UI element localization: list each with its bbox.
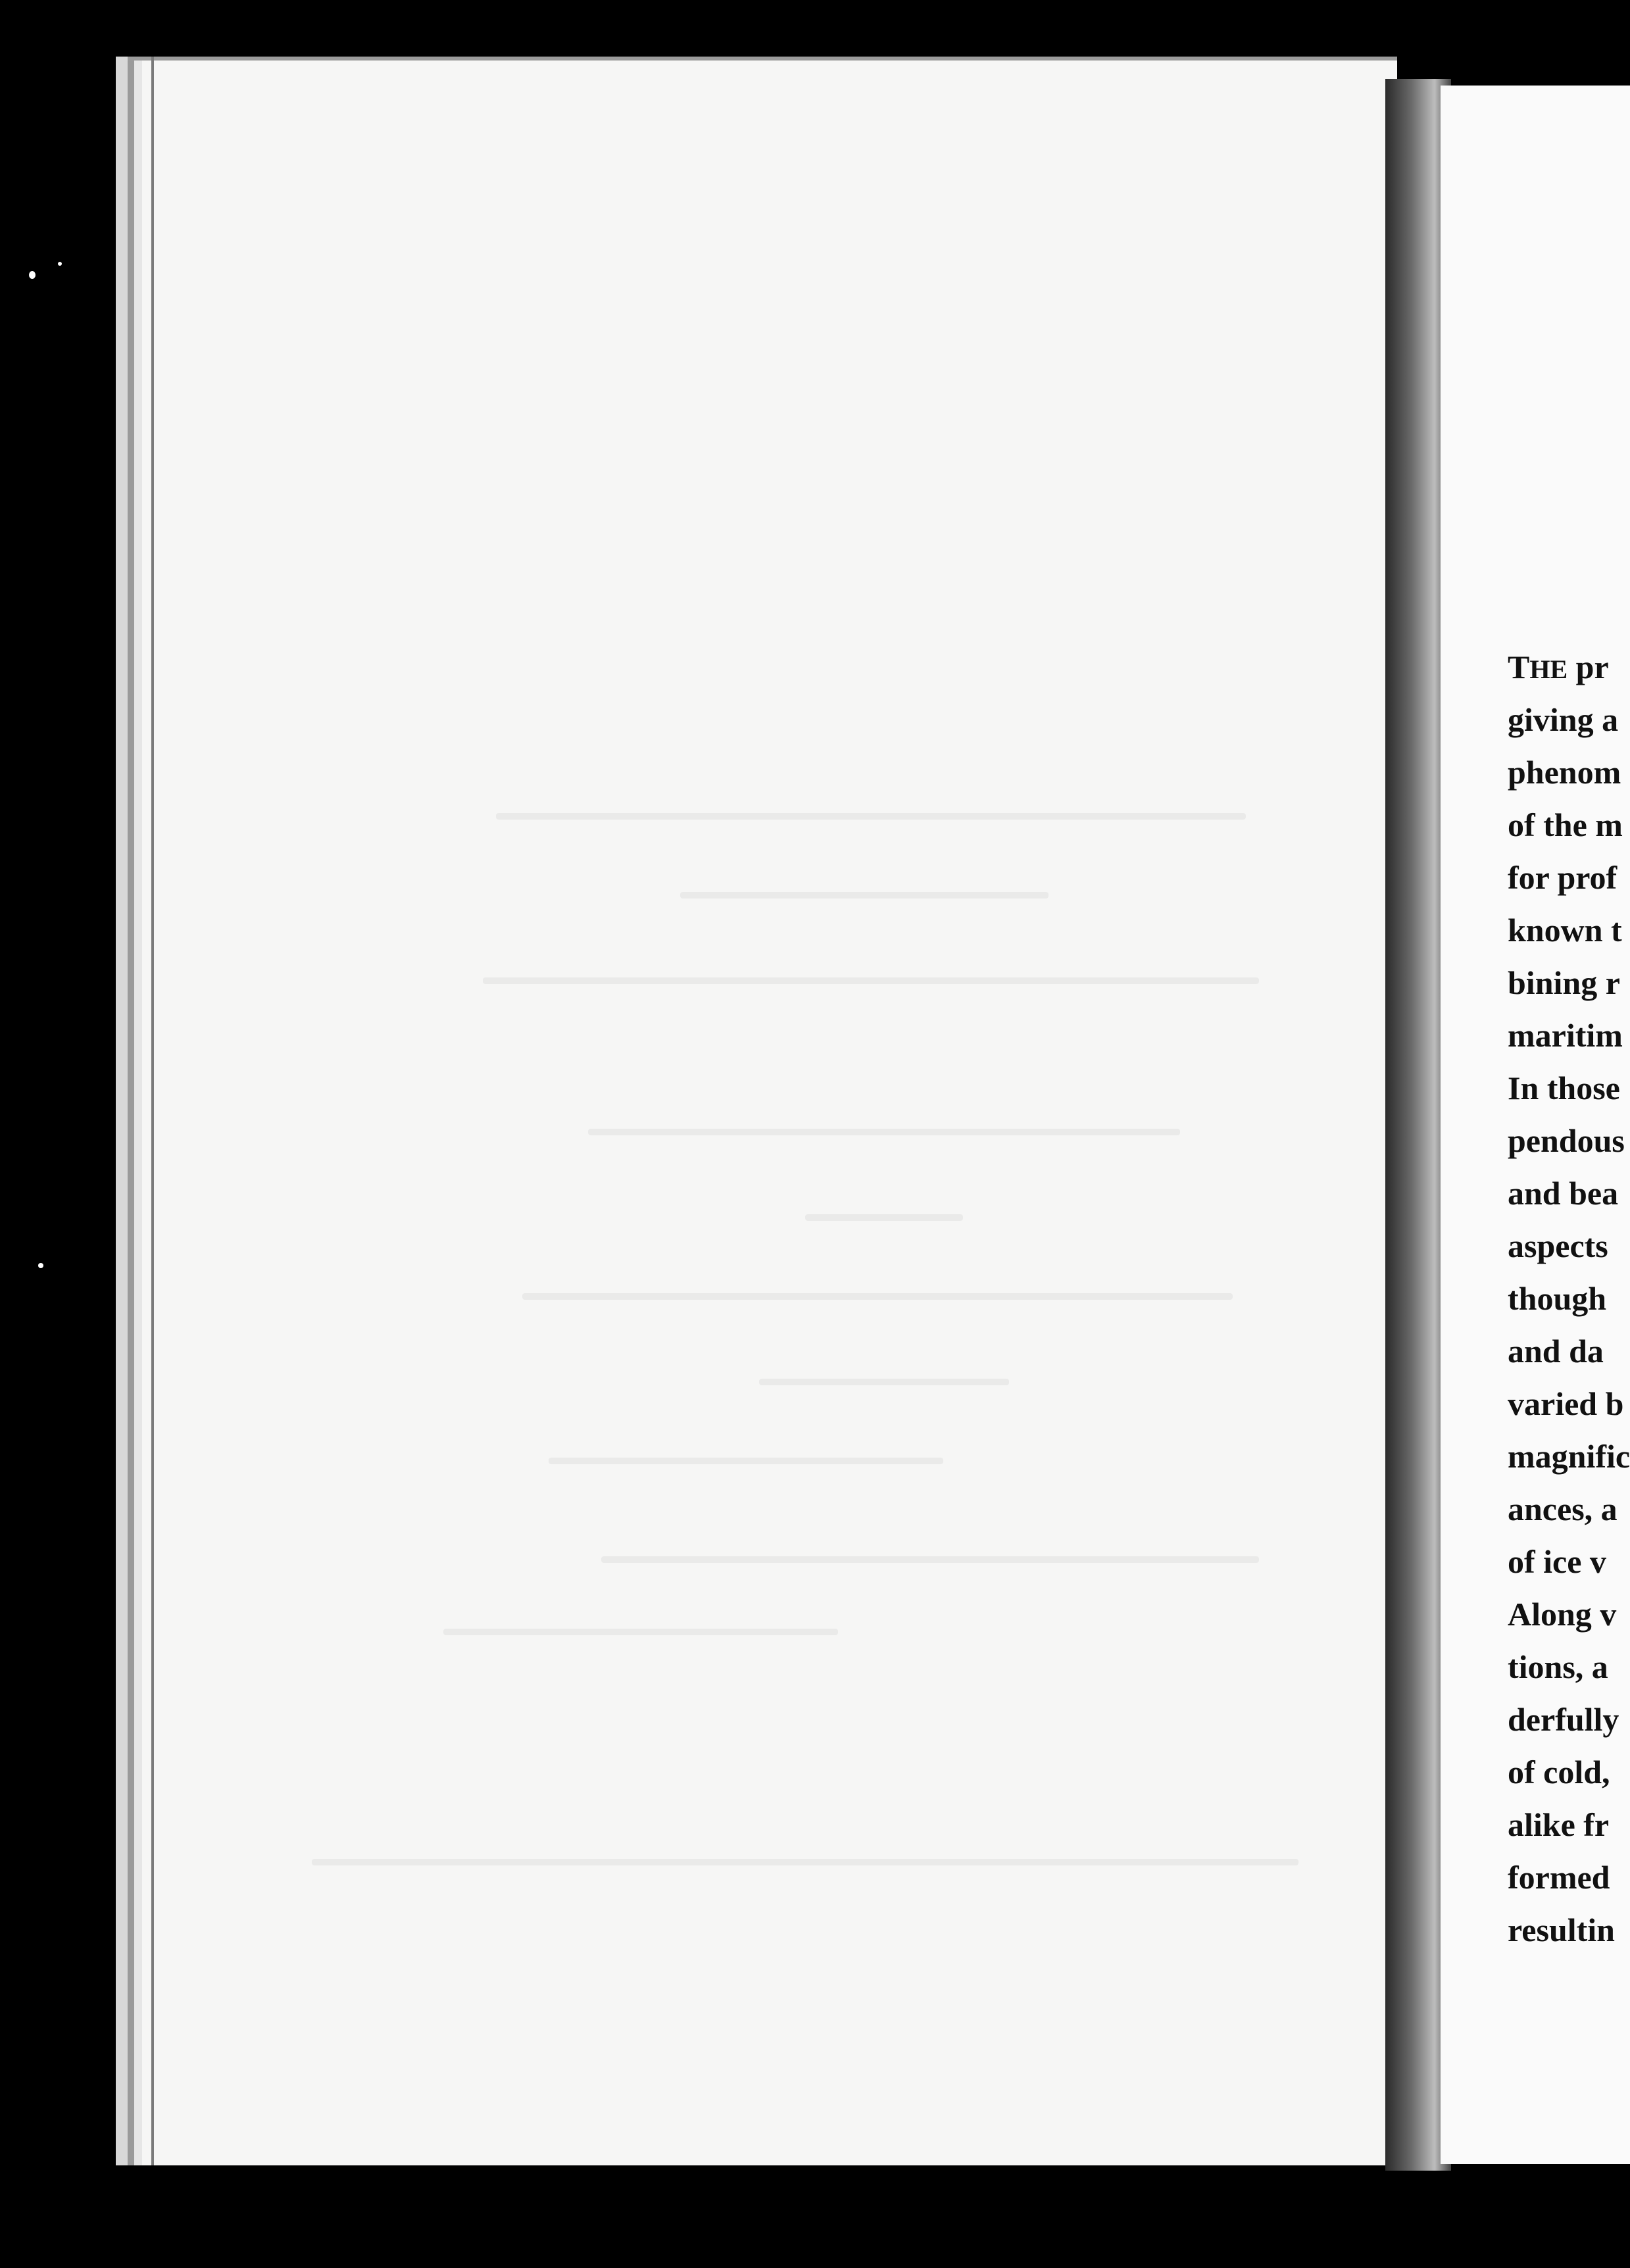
text-line: and da	[1508, 1333, 1604, 1369]
blank-left-page	[116, 57, 1397, 2165]
text-line: Along v	[1508, 1596, 1617, 1633]
scan-speck	[38, 1263, 43, 1268]
scan-speck	[29, 271, 36, 279]
show-through-line	[549, 1458, 943, 1464]
show-through-line	[312, 1859, 1298, 1865]
text-line: In those	[1508, 1070, 1620, 1106]
text-line: alike fr	[1508, 1806, 1610, 1843]
text-line: aspects	[1508, 1227, 1608, 1264]
show-through-line	[522, 1293, 1233, 1300]
show-through-line	[496, 813, 1246, 820]
text-line: and bea	[1508, 1175, 1619, 1212]
text-line: of ice v	[1508, 1543, 1606, 1580]
text-line: for prof	[1508, 859, 1618, 896]
show-through-line	[443, 1629, 838, 1635]
text-line: though	[1508, 1280, 1607, 1317]
show-through-line	[483, 977, 1259, 984]
text-line: tions, a	[1508, 1648, 1608, 1685]
text-line: varied b	[1508, 1385, 1624, 1422]
text-line: bining r	[1508, 964, 1620, 1001]
scan-speck	[58, 262, 62, 266]
show-through-line	[601, 1556, 1259, 1563]
text-line: pendous	[1508, 1122, 1625, 1159]
text-line: known t	[1508, 912, 1622, 949]
text-line: ances, a	[1508, 1491, 1618, 1527]
show-through-line	[805, 1214, 963, 1221]
text-line: formed	[1508, 1859, 1610, 1896]
right-page-text	[1508, 641, 1630, 1956]
page-top-edge	[128, 57, 1397, 61]
text-line: of the m	[1508, 806, 1623, 843]
text-line: giving a	[1508, 701, 1619, 738]
text-line: magnific	[1508, 1438, 1630, 1475]
page-left-edge	[151, 57, 154, 2165]
show-through-line	[680, 892, 1049, 899]
text-line: THE pr	[1508, 649, 1609, 685]
text-line: maritim	[1508, 1017, 1623, 1054]
text-line: phenom	[1508, 754, 1621, 791]
text-line: resultin	[1508, 1911, 1615, 1948]
show-through-line	[759, 1379, 1009, 1385]
text-line: of cold,	[1508, 1754, 1610, 1790]
text-line: derfully	[1508, 1701, 1619, 1738]
show-through-line	[588, 1129, 1180, 1135]
